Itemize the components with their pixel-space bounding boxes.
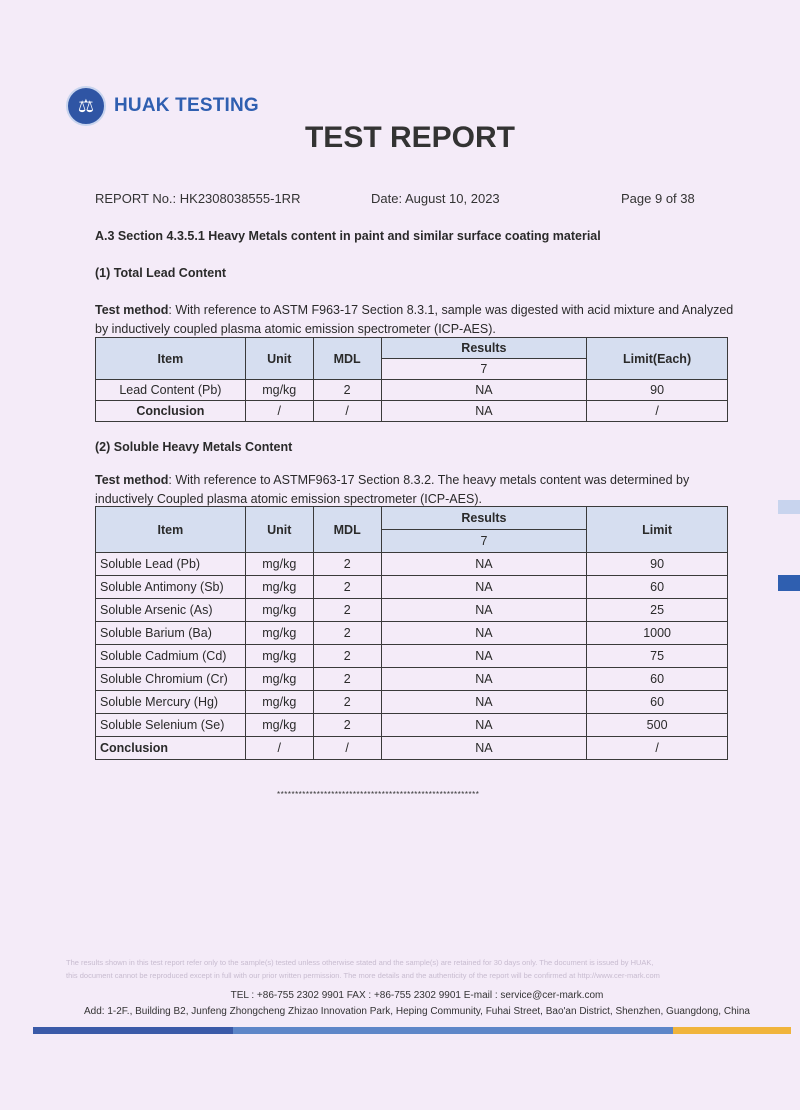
- soluble-test-method: [95, 471, 735, 509]
- soluble-table: [95, 506, 728, 760]
- logo-text: HUAK TESTING: [114, 95, 259, 116]
- col-unit: Unit: [245, 507, 313, 553]
- cell-mdl: /: [313, 737, 381, 760]
- end-of-section-marker: ********************************************************: [277, 790, 480, 799]
- cell-limit: 25: [587, 599, 728, 622]
- cell-mdl: 2: [313, 622, 381, 645]
- cell-unit: /: [245, 737, 313, 760]
- cell-item: Soluble Selenium (Se): [96, 714, 246, 737]
- report-number: REPORT No.: HK2308038555-1RR: [95, 191, 301, 206]
- report-date: Date: August 10, 2023: [371, 191, 500, 206]
- table-row: [96, 691, 728, 714]
- cell-result: NA: [381, 645, 587, 668]
- method-label: Test method: [95, 473, 169, 487]
- disclaimer-line-1: The results shown in this test report refer only to the sample(s) tested unless otherwise stated and the sample(s) are retained for 30 days only. The document is issued by HUAK,: [66, 958, 654, 967]
- cell-mdl: 2: [313, 380, 381, 401]
- cell-mdl: 2: [313, 553, 381, 576]
- lead-heading: (1) Total Lead Content: [95, 266, 227, 280]
- cell-unit: mg/kg: [245, 553, 313, 576]
- col-unit: Unit: [245, 338, 313, 380]
- table-row: [96, 599, 728, 622]
- cell-unit: mg/kg: [245, 576, 313, 599]
- col-sample-id: 7: [381, 530, 587, 553]
- cell-item: Soluble Antimony (Sb): [96, 576, 246, 599]
- table-row: [96, 576, 728, 599]
- cell-mdl: /: [313, 401, 381, 422]
- cell-limit: 90: [587, 380, 728, 401]
- footer-bar-yellow: [673, 1027, 791, 1034]
- cell-result: NA: [381, 599, 587, 622]
- method-label: Test method: [95, 303, 169, 317]
- table-row: [96, 645, 728, 668]
- table-row: [96, 380, 728, 401]
- cell-unit: mg/kg: [245, 622, 313, 645]
- cell-unit: mg/kg: [245, 645, 313, 668]
- cell-limit: /: [587, 401, 728, 422]
- lead-test-method: [95, 301, 735, 339]
- cell-result: NA: [381, 737, 587, 760]
- cell-item: Conclusion: [96, 401, 246, 422]
- table-row: [96, 553, 728, 576]
- cell-result: NA: [381, 380, 587, 401]
- cell-item: Lead Content (Pb): [96, 380, 246, 401]
- cell-item: Soluble Barium (Ba): [96, 622, 246, 645]
- cell-limit: 500: [587, 714, 728, 737]
- col-limit: Limit: [587, 507, 728, 553]
- cell-mdl: 2: [313, 714, 381, 737]
- cell-limit: 1000: [587, 622, 728, 645]
- col-mdl: MDL: [313, 507, 381, 553]
- section-heading: A.3 Section 4.3.5.1 Heavy Metals content in paint and similar surface coating material: [95, 229, 601, 243]
- table-row: [96, 668, 728, 691]
- cell-item: Soluble Lead (Pb): [96, 553, 246, 576]
- disclaimer-line-2: this document cannot be reproduced except in full with our prior written permission. The more details and the authenticity of the report will be confirmed at http://www.cer-mark.com: [66, 971, 660, 980]
- cell-mdl: 2: [313, 599, 381, 622]
- col-item: Item: [96, 507, 246, 553]
- cell-mdl: 2: [313, 691, 381, 714]
- side-stamp-fragment: [778, 500, 800, 514]
- cell-unit: mg/kg: [245, 599, 313, 622]
- contact-line: TEL : +86-755 2302 9901 FAX : +86-755 2302 9901 E-mail : service@cer-mark.com: [230, 990, 604, 1001]
- cell-item: Soluble Arsenic (As): [96, 599, 246, 622]
- cell-unit: mg/kg: [245, 668, 313, 691]
- cell-mdl: 2: [313, 576, 381, 599]
- company-logo: [66, 86, 259, 126]
- table-row: [96, 622, 728, 645]
- cell-limit: 75: [587, 645, 728, 668]
- cell-result: NA: [381, 401, 587, 422]
- cell-unit: mg/kg: [245, 380, 313, 401]
- side-stamp-fragment: [778, 575, 800, 591]
- cell-limit: 60: [587, 691, 728, 714]
- cell-limit: 60: [587, 576, 728, 599]
- page-number: Page 9 of 38: [621, 191, 695, 206]
- cell-result: NA: [381, 668, 587, 691]
- cell-result: NA: [381, 553, 587, 576]
- col-results: Results: [381, 507, 587, 530]
- address-line: Add: 1-2F., Building B2, Junfeng Zhongcheng Zhizao Innovation Park, Heping Community, Fuhai Street, Bao'an District, Shenzhen, Guangdong, China: [83, 1006, 750, 1017]
- cell-limit: 90: [587, 553, 728, 576]
- col-sample-id: 7: [381, 359, 587, 380]
- cell-mdl: 2: [313, 645, 381, 668]
- cell-unit: mg/kg: [245, 691, 313, 714]
- cell-limit: /: [587, 737, 728, 760]
- cell-item: Conclusion: [96, 737, 246, 760]
- cell-unit: mg/kg: [245, 714, 313, 737]
- footer-bar-blue: [33, 1027, 233, 1034]
- col-limit: Limit(Each): [587, 338, 728, 380]
- col-mdl: MDL: [313, 338, 381, 380]
- cell-result: NA: [381, 691, 587, 714]
- soluble-heading: (2) Soluble Heavy Metals Content: [95, 440, 293, 454]
- cell-unit: /: [245, 401, 313, 422]
- cell-result: NA: [381, 622, 587, 645]
- method-text: : With reference to ASTM F963-17 Section 8.3.1, sample was digested with acid mixture and Analyzed by inductively coupled plasma atomic emission spectrometer (ICP-AES).: [95, 303, 734, 336]
- col-results: Results: [381, 338, 587, 359]
- cell-result: NA: [381, 576, 587, 599]
- lead-table: [95, 337, 728, 422]
- conclusion-row: [96, 401, 728, 422]
- cell-item: Soluble Chromium (Cr): [96, 668, 246, 691]
- cell-mdl: 2: [313, 668, 381, 691]
- cell-item: Soluble Cadmium (Cd): [96, 645, 246, 668]
- footer-bar-light-blue: [233, 1027, 673, 1034]
- table-row: [96, 714, 728, 737]
- cell-result: NA: [381, 714, 587, 737]
- scales-icon: ⚖: [66, 86, 106, 126]
- col-item: Item: [96, 338, 246, 380]
- page-title: TEST REPORT: [304, 121, 515, 154]
- conclusion-row: [96, 737, 728, 760]
- method-text: : With reference to ASTMF963-17 Section 8.3.2. The heavy metals content was determined by inductively Coupled plasma atomic emission spectrometer (ICP-AES).: [95, 473, 690, 506]
- cell-limit: 60: [587, 668, 728, 691]
- cell-item: Soluble Mercury (Hg): [96, 691, 246, 714]
